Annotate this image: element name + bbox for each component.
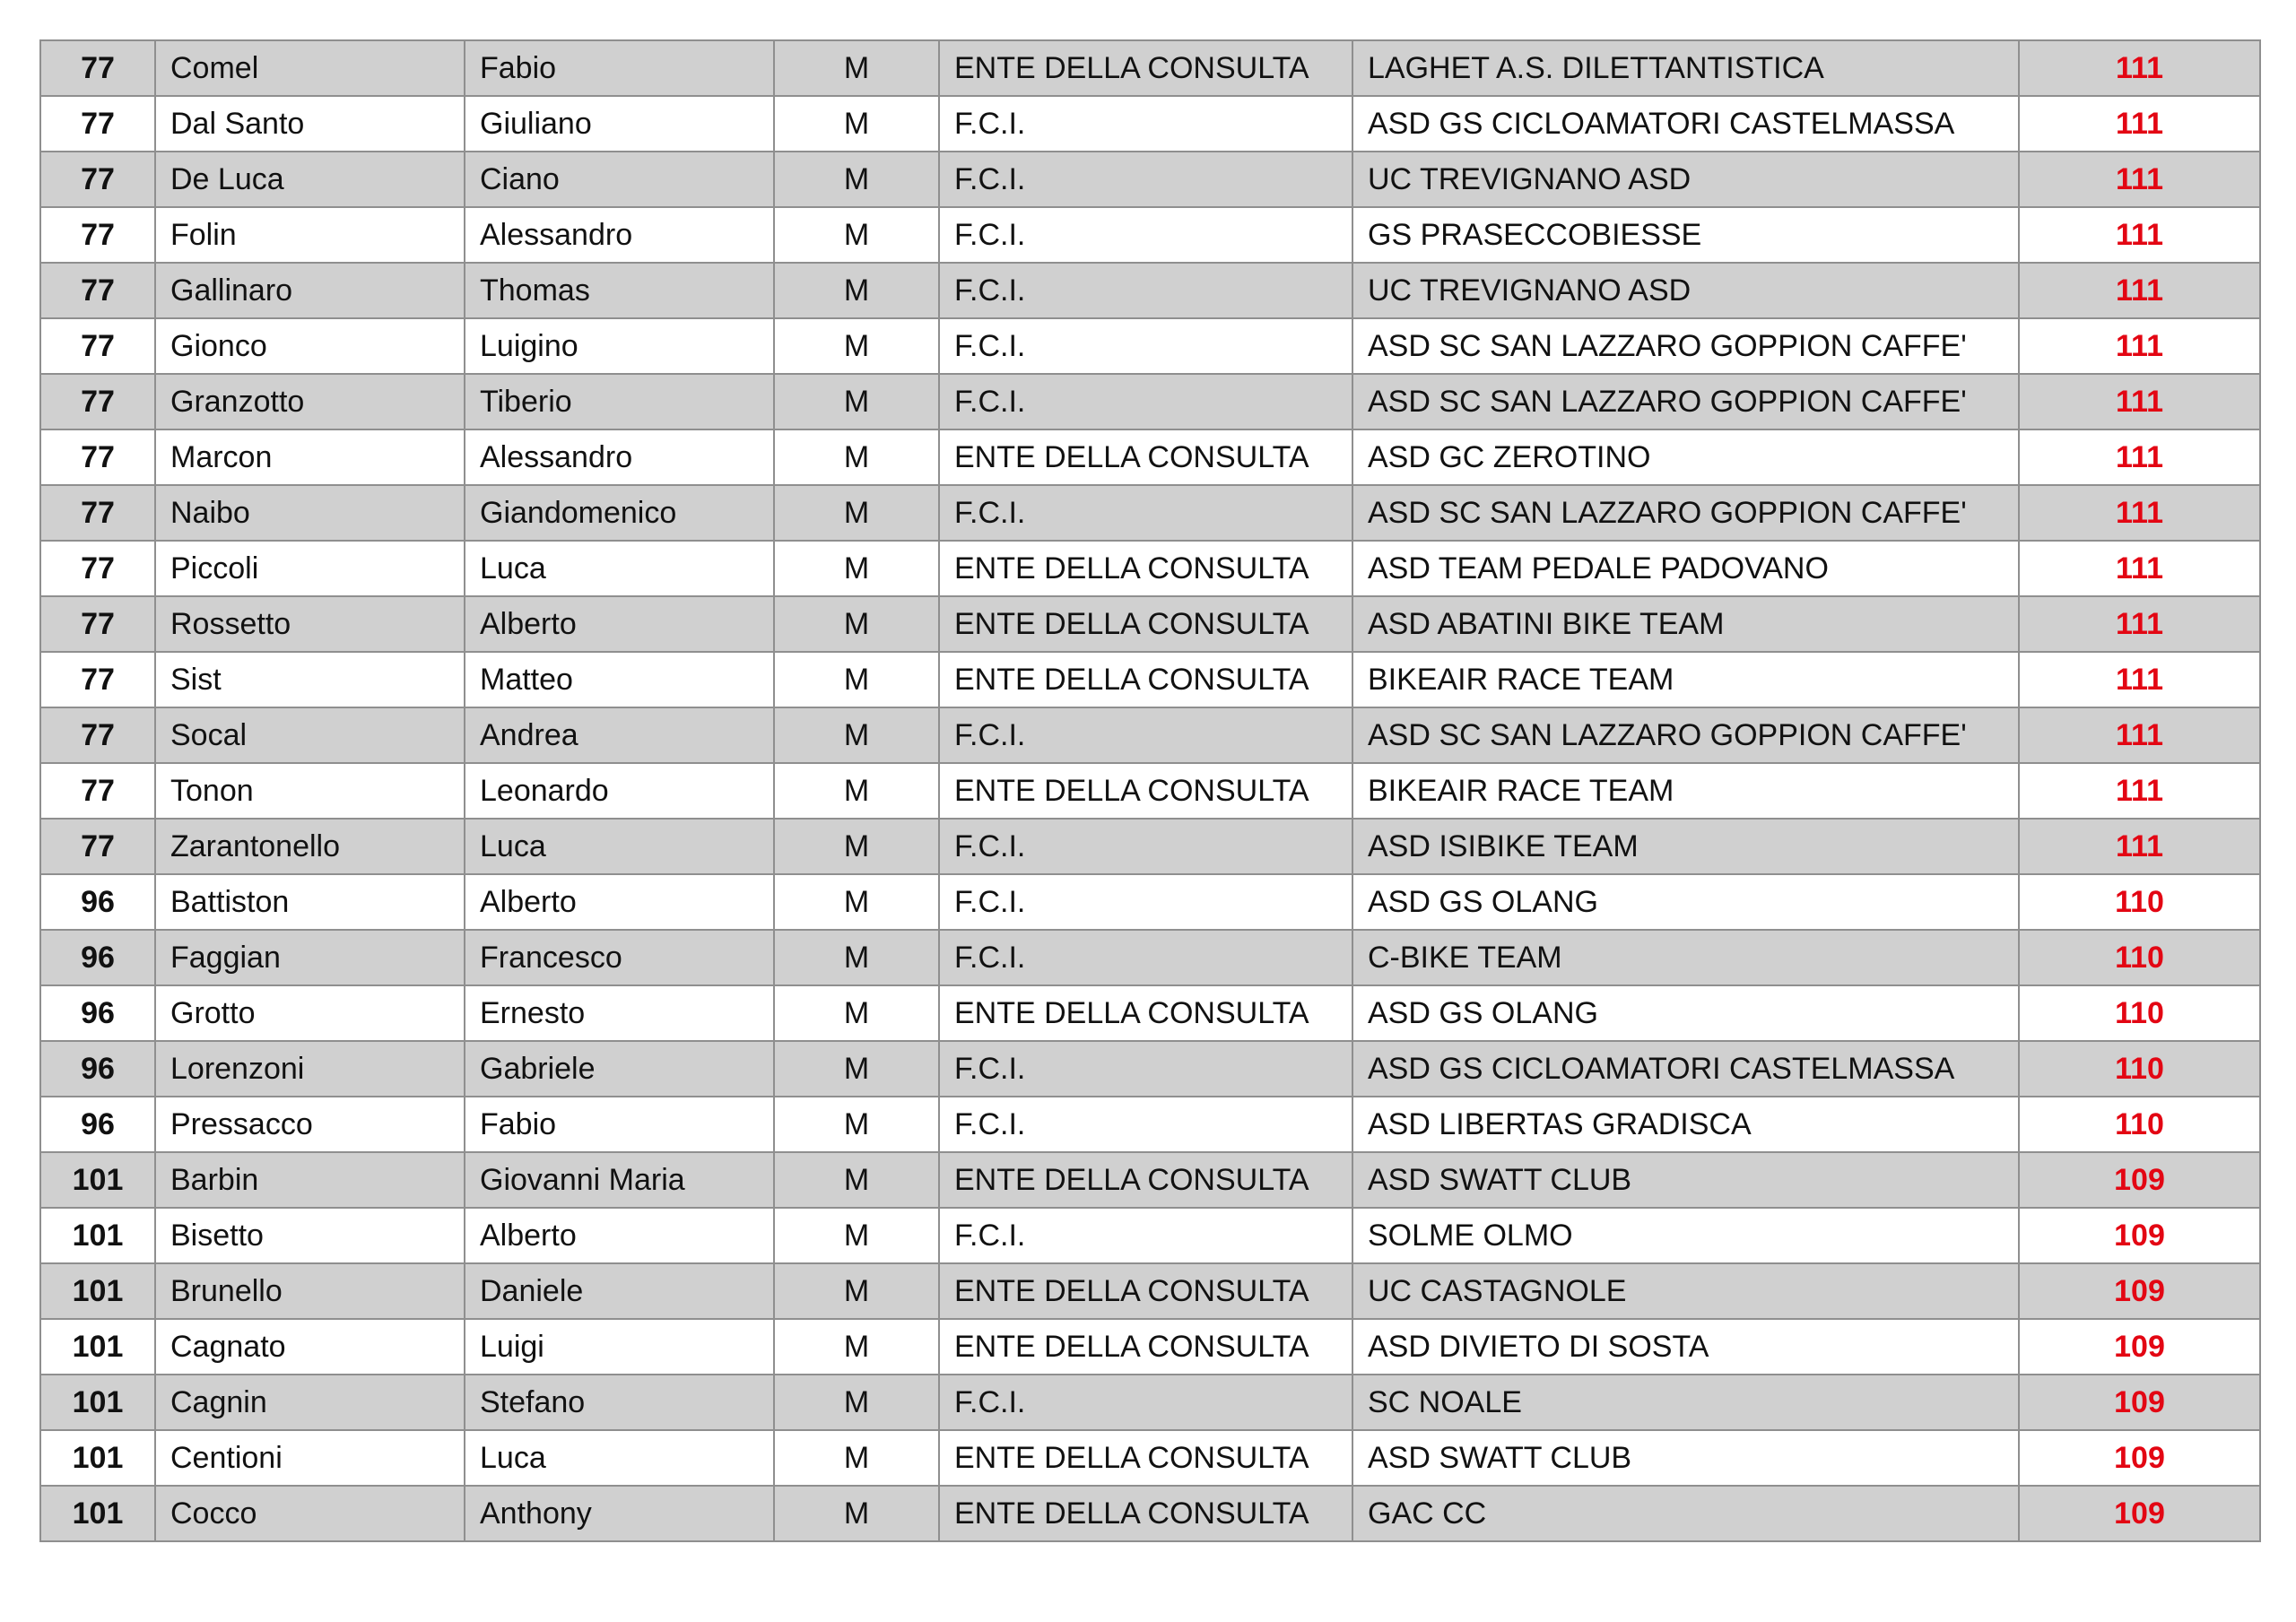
table-row [40,1430,2260,1486]
points-cell: 111 [2019,429,2260,485]
ranking-body [40,40,2260,1541]
federation-cell: F.C.I. [939,874,1352,930]
sex-cell: M [774,819,939,874]
rank-cell: 77 [40,40,155,96]
federation-cell: F.C.I. [939,707,1352,763]
points-cell: 109 [2019,1208,2260,1263]
table-row [40,985,2260,1041]
team-cell: SOLME OLMO [1352,1208,2019,1263]
table-row [40,1097,2260,1152]
first-name-cell: Leonardo [465,763,774,819]
team-cell: SC NOALE [1352,1375,2019,1430]
surname-cell: Centioni [155,1430,465,1486]
surname-cell: Rossetto [155,596,465,652]
table-row [40,1041,2260,1097]
surname-cell: Cocco [155,1486,465,1541]
sex-cell: M [774,318,939,374]
rank-cell: 77 [40,207,155,263]
points-cell: 111 [2019,318,2260,374]
points-cell: 111 [2019,763,2260,819]
surname-cell: De Luca [155,152,465,207]
rank-cell: 77 [40,263,155,318]
points-cell: 109 [2019,1263,2260,1319]
first-name-cell: Giuliano [465,96,774,152]
rank-cell: 96 [40,1097,155,1152]
rank-cell: 77 [40,819,155,874]
points-cell: 111 [2019,207,2260,263]
table-row [40,1152,2260,1208]
points-cell: 111 [2019,40,2260,96]
points-cell: 110 [2019,985,2260,1041]
points-cell: 111 [2019,819,2260,874]
table-row [40,652,2260,707]
team-cell: UC TREVIGNANO ASD [1352,152,2019,207]
table-row [40,596,2260,652]
points-cell: 109 [2019,1486,2260,1541]
federation-cell: ENTE DELLA CONSULTA [939,763,1352,819]
first-name-cell: Alessandro [465,207,774,263]
table-row [40,429,2260,485]
federation-cell: ENTE DELLA CONSULTA [939,596,1352,652]
table-row [40,1319,2260,1375]
table-row [40,707,2260,763]
sex-cell: M [774,763,939,819]
first-name-cell: Luigi [465,1319,774,1375]
first-name-cell: Fabio [465,40,774,96]
points-cell: 111 [2019,374,2260,429]
surname-cell: Naibo [155,485,465,541]
federation-cell: ENTE DELLA CONSULTA [939,541,1352,596]
surname-cell: Cagnato [155,1319,465,1375]
points-cell: 110 [2019,930,2260,985]
federation-cell: F.C.I. [939,96,1352,152]
first-name-cell: Alberto [465,1208,774,1263]
points-cell: 110 [2019,1097,2260,1152]
federation-cell: F.C.I. [939,1208,1352,1263]
points-cell: 111 [2019,596,2260,652]
federation-cell: ENTE DELLA CONSULTA [939,652,1352,707]
first-name-cell: Luca [465,541,774,596]
federation-cell: F.C.I. [939,1041,1352,1097]
sex-cell: M [774,1263,939,1319]
federation-cell: F.C.I. [939,930,1352,985]
surname-cell: Marcon [155,429,465,485]
surname-cell: Socal [155,707,465,763]
sex-cell: M [774,1319,939,1375]
sex-cell: M [774,485,939,541]
surname-cell: Lorenzoni [155,1041,465,1097]
surname-cell: Tonon [155,763,465,819]
table-row [40,374,2260,429]
team-cell: GS PRASECCOBIESSE [1352,207,2019,263]
first-name-cell: Anthony [465,1486,774,1541]
surname-cell: Folin [155,207,465,263]
points-cell: 111 [2019,152,2260,207]
first-name-cell: Andrea [465,707,774,763]
surname-cell: Battiston [155,874,465,930]
team-cell: ASD GS OLANG [1352,874,2019,930]
federation-cell: ENTE DELLA CONSULTA [939,1152,1352,1208]
surname-cell: Barbin [155,1152,465,1208]
team-cell: ASD LIBERTAS GRADISCA [1352,1097,2019,1152]
team-cell: ASD SC SAN LAZZARO GOPPION CAFFE' [1352,485,2019,541]
sex-cell: M [774,1152,939,1208]
points-cell: 110 [2019,874,2260,930]
first-name-cell: Luca [465,1430,774,1486]
federation-cell: ENTE DELLA CONSULTA [939,1430,1352,1486]
team-cell: ASD DIVIETO DI SOSTA [1352,1319,2019,1375]
federation-cell: F.C.I. [939,485,1352,541]
sex-cell: M [774,985,939,1041]
table-row [40,1263,2260,1319]
federation-cell: F.C.I. [939,374,1352,429]
points-cell: 111 [2019,263,2260,318]
surname-cell: Brunello [155,1263,465,1319]
federation-cell: ENTE DELLA CONSULTA [939,985,1352,1041]
table-row [40,318,2260,374]
first-name-cell: Alessandro [465,429,774,485]
federation-cell: F.C.I. [939,819,1352,874]
first-name-cell: Giovanni Maria [465,1152,774,1208]
surname-cell: Granzotto [155,374,465,429]
sex-cell: M [774,263,939,318]
rank-cell: 101 [40,1263,155,1319]
first-name-cell: Fabio [465,1097,774,1152]
federation-cell: F.C.I. [939,318,1352,374]
federation-cell: F.C.I. [939,263,1352,318]
table-row [40,930,2260,985]
first-name-cell: Luca [465,819,774,874]
sex-cell: M [774,1208,939,1263]
rank-cell: 101 [40,1319,155,1375]
rank-cell: 77 [40,152,155,207]
sex-cell: M [774,1486,939,1541]
first-name-cell: Stefano [465,1375,774,1430]
first-name-cell: Ciano [465,152,774,207]
sex-cell: M [774,429,939,485]
points-cell: 109 [2019,1152,2260,1208]
rank-cell: 101 [40,1430,155,1486]
team-cell: ASD SC SAN LAZZARO GOPPION CAFFE' [1352,374,2019,429]
federation-cell: F.C.I. [939,1097,1352,1152]
team-cell: ASD SC SAN LAZZARO GOPPION CAFFE' [1352,707,2019,763]
surname-cell: Gallinaro [155,263,465,318]
first-name-cell: Luigino [465,318,774,374]
surname-cell: Zarantonello [155,819,465,874]
table-row [40,1208,2260,1263]
table-row [40,763,2260,819]
table-row [40,541,2260,596]
team-cell: ASD ISIBIKE TEAM [1352,819,2019,874]
first-name-cell: Francesco [465,930,774,985]
first-name-cell: Matteo [465,652,774,707]
points-cell: 109 [2019,1375,2260,1430]
sex-cell: M [774,40,939,96]
team-cell: GAC CC [1352,1486,2019,1541]
team-cell: ASD SC SAN LAZZARO GOPPION CAFFE' [1352,318,2019,374]
points-cell: 111 [2019,541,2260,596]
surname-cell: Piccoli [155,541,465,596]
first-name-cell: Alberto [465,596,774,652]
surname-cell: Faggian [155,930,465,985]
federation-cell: ENTE DELLA CONSULTA [939,40,1352,96]
ranking-table [39,39,2261,1542]
rank-cell: 77 [40,429,155,485]
points-cell: 111 [2019,652,2260,707]
rank-cell: 101 [40,1486,155,1541]
rank-cell: 77 [40,541,155,596]
team-cell: ASD GC ZEROTINO [1352,429,2019,485]
federation-cell: ENTE DELLA CONSULTA [939,1486,1352,1541]
rank-cell: 77 [40,763,155,819]
rank-cell: 77 [40,596,155,652]
sex-cell: M [774,152,939,207]
federation-cell: ENTE DELLA CONSULTA [939,429,1352,485]
surname-cell: Comel [155,40,465,96]
federation-cell: ENTE DELLA CONSULTA [939,1263,1352,1319]
federation-cell: ENTE DELLA CONSULTA [939,1319,1352,1375]
sex-cell: M [774,707,939,763]
rank-cell: 77 [40,485,155,541]
team-cell: C-BIKE TEAM [1352,930,2019,985]
points-cell: 111 [2019,485,2260,541]
federation-cell: F.C.I. [939,207,1352,263]
team-cell: LAGHET A.S. DILETTANTISTICA [1352,40,2019,96]
table-row [40,96,2260,152]
first-name-cell: Ernesto [465,985,774,1041]
rank-cell: 96 [40,1041,155,1097]
points-cell: 109 [2019,1319,2260,1375]
team-cell: ASD GS CICLOAMATORI CASTELMASSA [1352,1041,2019,1097]
team-cell: ASD TEAM PEDALE PADOVANO [1352,541,2019,596]
federation-cell: F.C.I. [939,1375,1352,1430]
federation-cell: F.C.I. [939,152,1352,207]
table-row [40,819,2260,874]
surname-cell: Gionco [155,318,465,374]
table-row [40,263,2260,318]
sex-cell: M [774,930,939,985]
team-cell: ASD ABATINI BIKE TEAM [1352,596,2019,652]
table-row [40,207,2260,263]
team-cell: ASD SWATT CLUB [1352,1430,2019,1486]
points-cell: 110 [2019,1041,2260,1097]
team-cell: ASD GS CICLOAMATORI CASTELMASSA [1352,96,2019,152]
sex-cell: M [774,1097,939,1152]
points-cell: 111 [2019,707,2260,763]
rank-cell: 101 [40,1152,155,1208]
points-cell: 111 [2019,96,2260,152]
rank-cell: 96 [40,874,155,930]
rank-cell: 77 [40,374,155,429]
rank-cell: 96 [40,985,155,1041]
table-row [40,874,2260,930]
surname-cell: Sist [155,652,465,707]
rank-cell: 101 [40,1375,155,1430]
sex-cell: M [774,874,939,930]
surname-cell: Bisetto [155,1208,465,1263]
first-name-cell: Giandomenico [465,485,774,541]
table-row [40,485,2260,541]
table-row [40,40,2260,96]
surname-cell: Grotto [155,985,465,1041]
first-name-cell: Thomas [465,263,774,318]
team-cell: BIKEAIR RACE TEAM [1352,763,2019,819]
first-name-cell: Alberto [465,874,774,930]
table-row [40,1486,2260,1541]
sex-cell: M [774,596,939,652]
sex-cell: M [774,1375,939,1430]
surname-cell: Pressacco [155,1097,465,1152]
sex-cell: M [774,652,939,707]
team-cell: ASD GS OLANG [1352,985,2019,1041]
sex-cell: M [774,541,939,596]
table-row [40,152,2260,207]
first-name-cell: Tiberio [465,374,774,429]
team-cell: ASD SWATT CLUB [1352,1152,2019,1208]
table-row [40,1375,2260,1430]
sex-cell: M [774,96,939,152]
surname-cell: Cagnin [155,1375,465,1430]
rank-cell: 77 [40,318,155,374]
first-name-cell: Gabriele [465,1041,774,1097]
rank-cell: 77 [40,652,155,707]
points-cell: 109 [2019,1430,2260,1486]
rank-cell: 96 [40,930,155,985]
first-name-cell: Daniele [465,1263,774,1319]
sex-cell: M [774,1430,939,1486]
sex-cell: M [774,207,939,263]
rank-cell: 101 [40,1208,155,1263]
rank-cell: 77 [40,96,155,152]
team-cell: UC CASTAGNOLE [1352,1263,2019,1319]
rank-cell: 77 [40,707,155,763]
sex-cell: M [774,1041,939,1097]
team-cell: UC TREVIGNANO ASD [1352,263,2019,318]
sex-cell: M [774,374,939,429]
surname-cell: Dal Santo [155,96,465,152]
team-cell: BIKEAIR RACE TEAM [1352,652,2019,707]
